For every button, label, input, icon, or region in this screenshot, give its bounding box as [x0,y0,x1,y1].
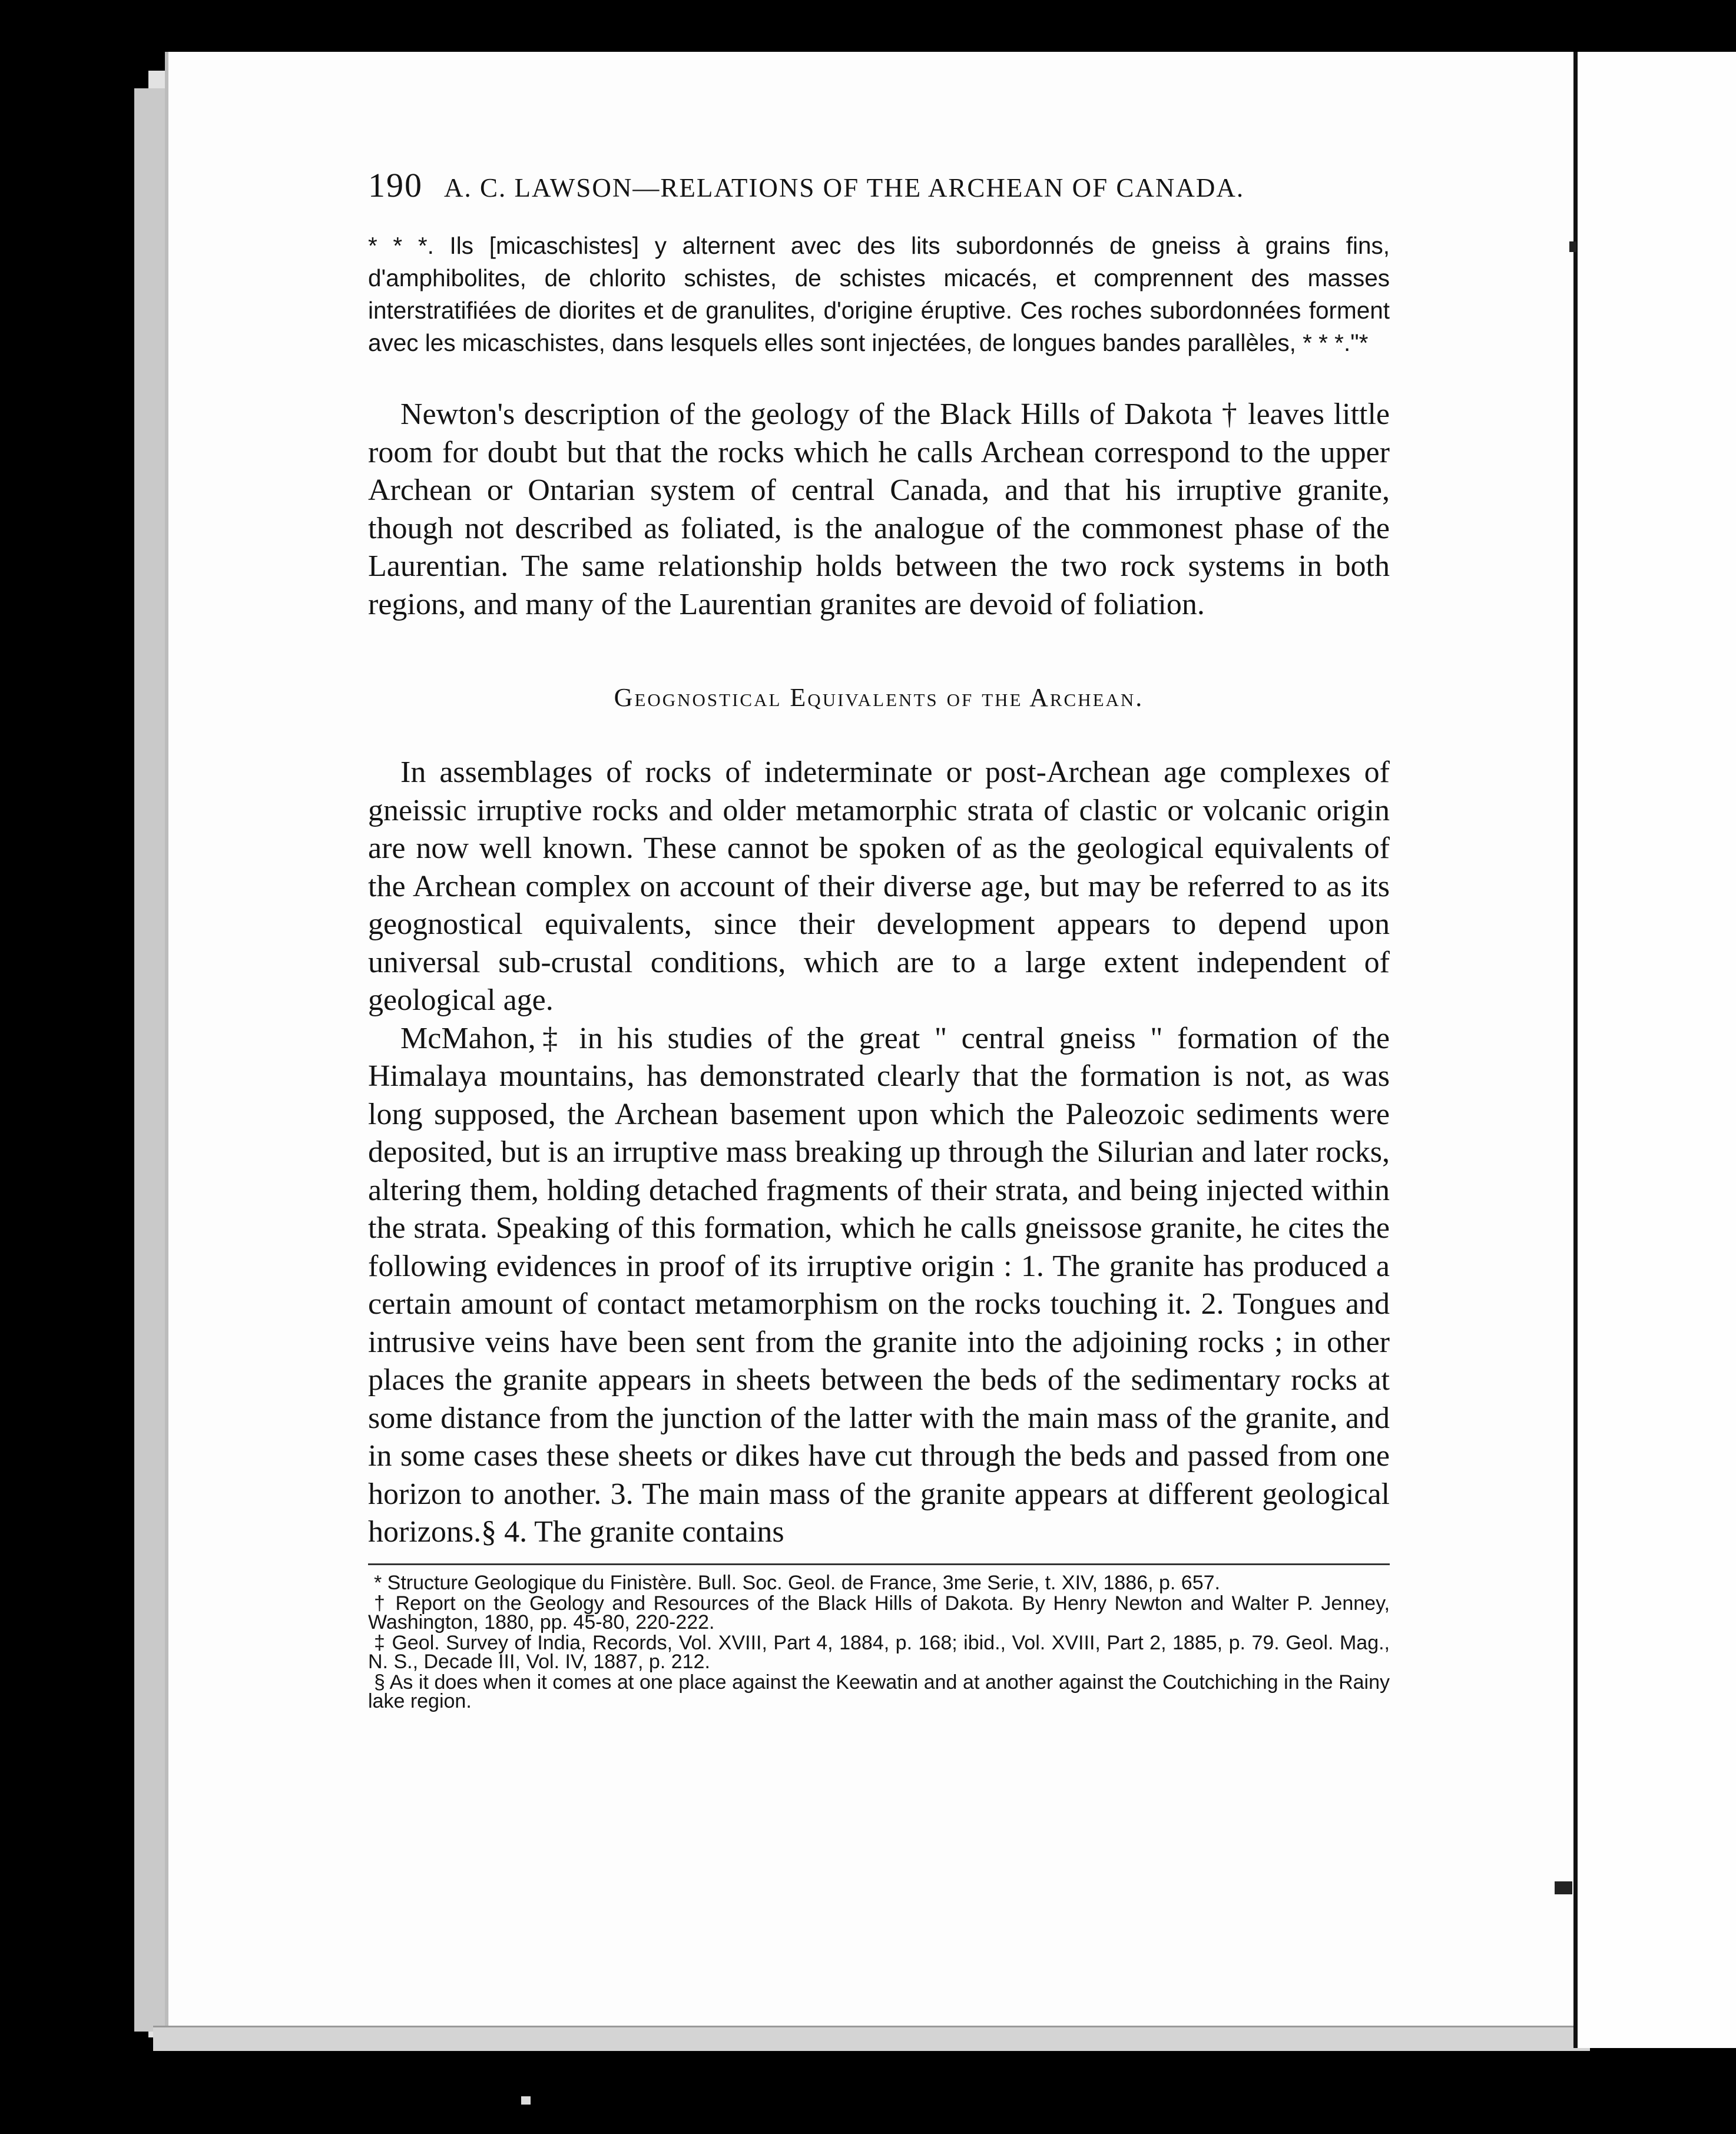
french-quotation: * * *. Ils [micaschistes] y alternent avec des lits subordonnés de gneiss à grains fins, d'amphibolites, de chlorito schistes, de schistes micacés, et comprennent des masses interstratifiées de diorites et de granulites, d'origine éruptive. Ces roches subordonnées forment avec les micaschistes, dans lesquels elles sont injectées, de longues bandes parallèles, * * *."* [368,232,1390,356]
page-content [368,168,1390,1712]
paragraph: Newton's description of the geology of the Black Hills of Dakota † leaves little room for doubt but that the rocks which he calls Archean correspond to the upper Archean or Ontarian system of central Canada, and that his irruptive granite, though not described as foliated, is the analogue of the commonest phase of the Laurentian. The same relationship holds between the two rock systems in both regions, and many of the Laurentian granites are devoid of foliation. [368,397,1390,621]
paragraph: McMahon,‡ in his studies of the great " central gneiss " formation of the Himalaya mountains, has demonstrated clearly that the formation is not, as was long supposed, the Archean basement upon which the Paleozoic sediments were deposited, but is an irruptive mass breaking up through the Silurian and later rocks, altering them, holding detached fragments of their strata, and being injected within the strata. Speaking of this formation, which he calls gneissose granite, he cites the following evidences in proof of its irruptive origin : 1. The granite has produced a certain amount of contact metamorphism on the rocks touching it. 2. Tongues and intrusive veins have been sent from the granite into the adjoining rocks ; in other places the granite appears in sheets between the beds of the sedimentary rocks at some distance from the junction of the latter with the main mass of the granite, and in some cases these sheets or dikes have cut through the beds and passed from one horizon to another. 3. The main mass of the granite appears at different geological horizons.§ 4. The granite contains [368,1021,1390,1549]
scan-speck [521,2096,531,2105]
running-title: A. C. LAWSON—RELATIONS OF THE ARCHEAN OF CANADA. [444,173,1245,203]
footnote: § As it does when it comes at one place against the Keewatin and at another against the Coutchiching in the Rainy lake region. [368,1671,1390,1712]
page-number: 190 [368,166,423,204]
section-heading: Geognostical Equivalents of the Archean. [614,683,1144,712]
footnote: * Structure Geologique du Finistère. Bull. Soc. Geol. de France, 3me Serie, t. XIV, 1886, p. 657. [374,1571,1220,1594]
footnote: † Report on the Geology and Resources of the Black Hills of Dakota. By Henry Newton and Walter P. Jenney, Washington, 1880, pp. 45-80, 220-222. [368,1592,1390,1633]
running-head [368,168,1390,203]
footnote: ‡ Geol. Survey of India, Records, Vol. XVIII, Part 4, 1884, p. 168; ibid., Vol. XVIII, Part 2, 1885, p. 79. Geol. Mag., N. S., Decade III, Vol. IV, 1887, p. 212. [368,1631,1390,1673]
page-bottom-edge [153,2026,1590,2051]
facing-page-edge [1573,52,1736,2048]
footnote-rule [368,1563,1390,1565]
footnotes [368,1573,1390,1711]
paragraph: In assemblages of rocks of indeterminate or post-Archean age complexes of gneissic irruptive rocks and older metamorphic strata of clastic or volcanic origin are now well known. These cannot be spoken of as the geological equivalents of the Archean complex on account of their diverse age, but may be referred to as its geognostical equivalents, since their development appears to depend upon universal sub-crustal conditions, which are to a large extent independent of geological age. [368,755,1390,1017]
scan-speck [1555,1881,1572,1894]
scan-speck [1569,241,1576,252]
